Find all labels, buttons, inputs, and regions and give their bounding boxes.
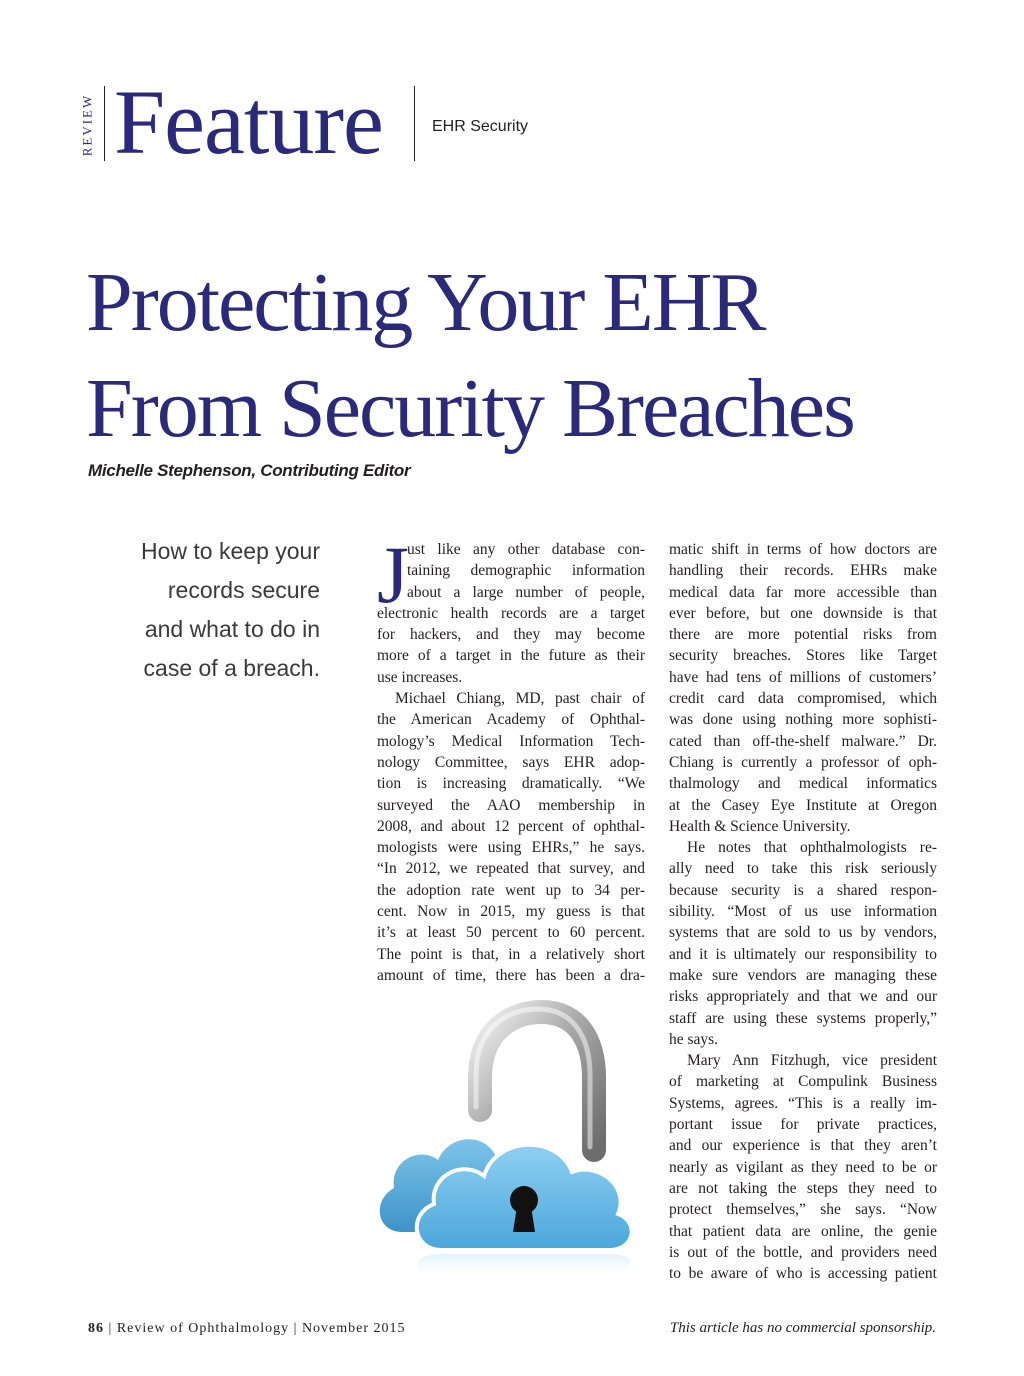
body-line: the adoption rate went up to 34 per- xyxy=(377,881,645,899)
body-line: Health & Science University. xyxy=(669,817,851,835)
magazine-label-text: REVIEW xyxy=(79,93,95,157)
body-line: and it is ultimately our responsibility to xyxy=(669,945,937,963)
body-line: mologists were using EHRs,” he says. xyxy=(377,839,645,857)
page-footer xyxy=(88,1321,406,1337)
footer-separator: | xyxy=(108,1321,117,1336)
title-line-2: From Security Breaches xyxy=(86,362,854,455)
body-line: have had tens of millions of customers’ xyxy=(669,668,937,686)
cloud-padlock-illustration xyxy=(372,1000,642,1290)
body-line: Chiang is currently a professor of oph- xyxy=(669,753,937,771)
body-line: mology’s Medical Information Tech- xyxy=(377,732,645,750)
body-line: systems that are sold to us by vendors, xyxy=(669,924,937,942)
department-heading: Feature xyxy=(114,71,383,173)
body-line: make sure vendors are managing these xyxy=(669,966,937,984)
body-line: 2008, and about 12 percent of ophthal- xyxy=(377,817,645,835)
body-line: He notes that ophthalmologists re- xyxy=(687,839,937,857)
body-line: there are more potential risks from xyxy=(669,626,937,644)
magazine-label xyxy=(76,90,98,160)
body-line: is out of the bottle, and providers need xyxy=(669,1243,937,1261)
body-line: the American Academy of Ophthal- xyxy=(377,711,645,729)
pull-quote-line: and what to do in xyxy=(144,616,320,642)
body-line: electronic health records are a target xyxy=(377,604,645,622)
body-line: for hackers, and they may become xyxy=(377,626,645,644)
body-line: handling their records. EHRs make xyxy=(669,562,937,580)
body-line: “In 2012, we repeated that survey, and xyxy=(377,860,645,878)
body-line: The point is that, in a relatively short xyxy=(377,945,645,963)
pull-quote-line: How to keep your xyxy=(141,538,320,564)
body-line: cent. Now in 2015, my guess is that xyxy=(377,903,645,921)
body-line: ust like any other database con- xyxy=(407,541,645,558)
body-line: tion is increasing dramatically. “We xyxy=(377,775,645,793)
body-line: because security is a shared respon- xyxy=(669,881,937,899)
body-line: of marketing at Compulink Business xyxy=(669,1073,937,1091)
body-line: at the Casey Eye Institute at Oregon xyxy=(669,796,937,814)
publication-name: Review of Ophthalmology xyxy=(116,1321,290,1336)
pull-quote-line: case of a breach. xyxy=(143,655,320,681)
header-divider-left xyxy=(104,86,105,161)
body-line: security breaches. Stores like Target xyxy=(669,647,937,665)
body-line: was done using nothing more sophisti- xyxy=(669,711,937,729)
drop-cap: J xyxy=(377,529,409,620)
body-line: ally need to take this risk seriously xyxy=(669,860,937,878)
body-line: use increases. xyxy=(377,668,463,686)
pull-quote xyxy=(110,532,320,688)
body-line: medical data far more accessible than xyxy=(669,583,937,601)
byline: Michelle Stephenson, Contributing Editor xyxy=(88,461,411,480)
issue-date: November 2015 xyxy=(301,1321,406,1336)
body-line: Mary Ann Fitzhugh, vice president xyxy=(687,1052,937,1070)
padlock-shackle xyxy=(480,1012,594,1150)
body-line: matic shift in terms of how doctors are xyxy=(669,541,937,558)
pull-quote-line: records secure xyxy=(167,577,320,603)
body-line: portant issue for private practices, xyxy=(669,1116,937,1134)
body-line: it’s at least 50 percent to 60 percent. xyxy=(377,924,645,942)
body-line: Michael Chiang, MD, past chair of xyxy=(395,690,645,708)
body-line: to be aware of who is accessing patient xyxy=(669,1265,937,1283)
body-line: sibility. “Most of us use information xyxy=(669,903,937,921)
body-line: staff are using these systems properly,” xyxy=(669,1009,937,1027)
title-line-1: Protecting Your EHR xyxy=(86,256,765,349)
body-line: nearly as vigilant as they need to be or xyxy=(669,1158,937,1176)
body-line: nology Committee, says EHR adop- xyxy=(377,753,645,771)
body-line: thalmology and medical informatics xyxy=(669,775,937,793)
body-column-2 xyxy=(377,539,645,986)
body-line: more of a target in the future as their xyxy=(377,647,645,665)
body-line: amount of time, there has been a dra- xyxy=(377,966,645,984)
body-line: and our experience is that they aren’t xyxy=(669,1137,937,1155)
body-column-3 xyxy=(669,539,937,1284)
page-number: 86 xyxy=(88,1321,104,1336)
body-line: ever before, but one downside is that xyxy=(669,604,937,622)
body-line: credit card data compromised, which xyxy=(669,690,937,708)
body-line: about a large number of people, xyxy=(407,583,645,601)
body-line: he says. xyxy=(669,1030,719,1048)
footer-separator: | xyxy=(293,1321,302,1336)
body-line: surveyed the AAO membership in xyxy=(377,796,645,814)
body-line: risks appropriately and that we and our xyxy=(669,988,937,1006)
article-title xyxy=(86,250,986,462)
header-divider-right xyxy=(414,86,415,161)
body-line: protect themselves,” she says. “Now xyxy=(669,1201,937,1219)
section-label: EHR Security xyxy=(432,118,529,135)
body-line: Systems, agrees. “This is a really im- xyxy=(669,1094,937,1112)
body-line: cated than off-the-shelf malware.” Dr. xyxy=(669,732,937,750)
sponsorship-note: This article has no commercial sponsorship. xyxy=(669,1320,936,1336)
body-line: are not taking the steps they need to xyxy=(669,1179,937,1197)
body-line: that patient data are online, the genie xyxy=(669,1222,937,1240)
body-line: taining demographic information xyxy=(407,562,645,580)
